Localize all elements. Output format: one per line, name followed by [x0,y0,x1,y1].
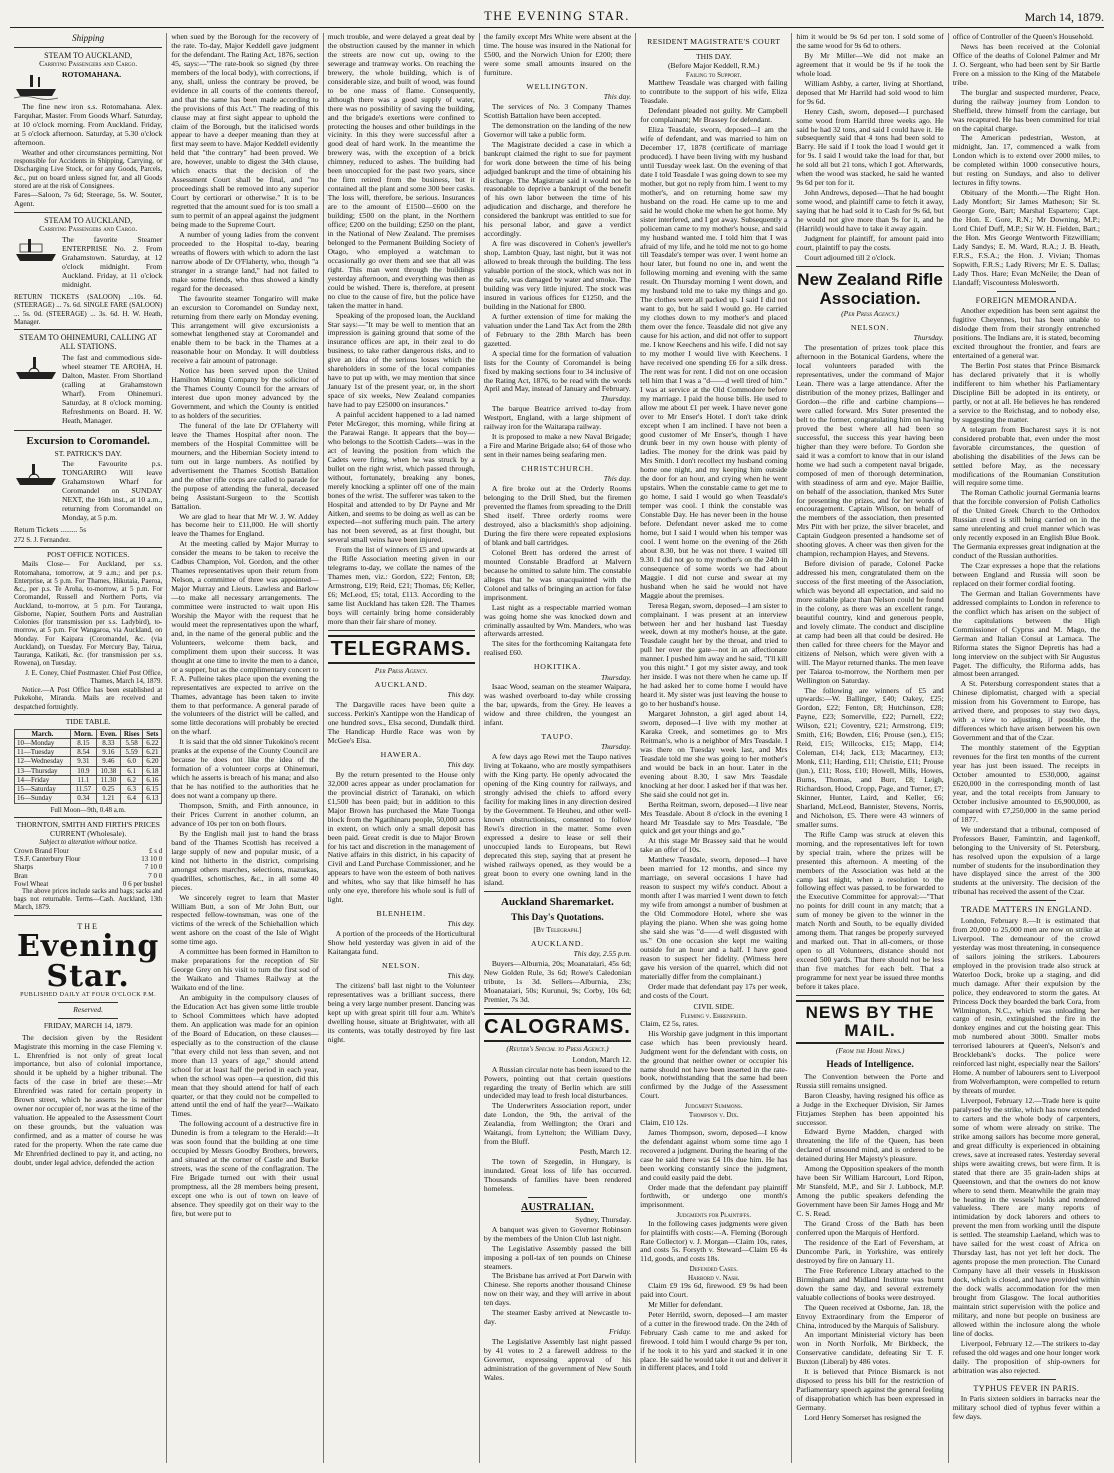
civil-case-title: Judgments for Plaintiffs. [676,1211,751,1220]
newspaper-running-title: THE EVENING STAR. [484,9,630,24]
article-paragraph: The town of Szegedin, in Hungary, is inundated. Great loss of life has occurred. Thousands of families have been rendered homeless. [483,1157,632,1193]
divider [484,891,631,892]
article-paragraph: A fire broke out at the Orderly Rooms belonging to the Drill Shed, but the firemen prevented the flames from spreading to the Drill Shed itself. Three orderly rooms were destroyed, also a blacksmith's shop adjoining. During the fire there were repeated explosions of blank and ball cartridges. [483,484,632,547]
divider [484,1008,631,1009]
court-paragraph: In the following cases judgments were given for plaintiffs with costs:—A. Fleming (Borough Rate Collector) v. J. Morgan—Claim 10s, rates, and costs 5s. Forsyth v. Steward—Claim £6 4s 11d, goods, and costs 18s. [640,1218,788,1264]
article-paragraph: We are glad to hear that Mr W. J. W. Addey has become heir to £11,000. He will shortly leave the Thames for England. [171,511,319,539]
article-paragraph: It is said that the old sinner Tukokino's recent pranks at the expense of the County Council are because he does not like the idea of the formation of a volunteer corps at Ohinemuri, which he asserts is breach of his mana; and also that he has notified to the authorities that he does not want a company up there. [171,737,319,801]
article-paragraph: The German and Italian Governments have addressed complaints to London in reference to the conflict which has arisen on the subject of the capitulations between the High Commissioner of Cyprus and M. Mago, the German and Italian Consul at Larnaca. The Riforma states the Signor Depretis has had a long interview on the subject with Sir Augustus Paget. The difficulty, the Riforma adds, has almost been arranged. [952,588,1100,679]
ad-auckland-sub: Carrying Passengers and Cargo. [39,59,138,69]
court-paragraph: John Andrews, deposed—That he had bought some wood, and plaintiff came to fetch it away, saying that he had sold it to Cash for 9s 6d, but he would not give more than 9s for it, and he (Harrild) would have to take it away again. [796,188,944,234]
dateline-wellington: WELLINGTON. [526,81,589,91]
court-heading: RESIDENT MAGISTRATE'S COURT [647,37,781,46]
price-value: £ s d [149,846,163,855]
tide-row [15,757,162,766]
post-office-heading: POST OFFICE NOTICES. [46,550,130,560]
article-paragraph: The Legislative Assembly passed the bill imposing a poll-tax of ten pounds on Chinese steamers. [483,1243,632,1271]
divider [58,1018,117,1019]
price-item: Fowl Wheat [14,879,49,888]
dateline-day: This day. [603,474,632,484]
dateline-hokitika: HOKITIKA. [533,662,582,672]
price-row [14,863,162,871]
dateline-day: This day, 2.55 p.m. [573,948,632,958]
dateline-hawera: HAWERA. [380,749,422,759]
article-paragraph: The Legislative Assembly last night passed by 41 votes to 2 a farewell address to the Governor, expressing approval of his administration of the government of New South Wales. [483,1337,632,1382]
sharemarket-text: Buyers—Alburnia, 20s; Moanataiari, 45s 6d; New Golden Rule, 3s 6d; Rowe's Caledonian tribute, 1s 3d. Sellers—Alburnia, 23s; Moanataiari, 50s; Kurunui, 9s; Corby, 10s 6d; Premier, 7s 3d. [483,958,632,1004]
article-paragraph: The burglar and suspected murderer, Peace, during the railway journey from London to Sheffield, threw himself from the carriage, but was recaptured. He has been committed for trial on the capital charge. [952,87,1100,133]
dateline-day: Thursday. [913,333,944,343]
tide-cell: 6.13 [143,794,162,803]
dateline-london: London, March 12. [572,1054,632,1064]
article-paragraph: Liverpool, February 12.—The strikers to-day refused the old wages and one hour longer work daily. The proposition of ship-owners for arbitration was also rejected. [952,1338,1100,1375]
divider [14,329,162,330]
divider [14,47,162,48]
ad-enterprise-heading: STEAM TO AUCKLAND, [44,215,133,225]
tide-cell: 16—Sunday [15,794,71,803]
column-4 [479,33,635,1463]
price-item: Sharps [14,863,34,872]
article-paragraph: A fire was discovered in Cohen's jeweller's shop, Lambton Quay, last night, but it was not allowed to break through the building. The less valuable portion of the stock, which was not in the safe, was damaged by water and smoke. The building was very little injured. The stock was insured in various offices for £1250, and the building in the National for £800. [483,239,632,311]
court-paragraph: Matthew Teasdale, sworn, deposed—I have been married for 12 months, and since my marriage, on several occasions I have had reason to suspect my wife's conduct. About a month after I was married I went down to fetch my wife from amongst a number of bushmen at the Old Commodore Hotel, where she was playing the piano. When she was going home she said she was "d——d well disgusted with us." On one occasion she kept me waiting outside for an hour and a half. I have good reason to suspect her fidelity. (Witness here gave his version of the quarrel, which did not materially differ from the complainant.) [640,855,788,981]
tide-cell: 14—Friday [15,775,71,784]
editorial-text: The decision given by the Resident Magistrate this morning in the case Fleming v. L. Ehrenfried is not only of great local importance, but also of colonial importance, should it be upheld by a higher tribunal. The facts of the case in brief are these:—Mr Ehrenfried was rated for certain property in Brown street, which he asserts he is neither owner nor occupier of, nor was at the time of the valuation. He appealed to the Assessment Court on these grounds, but the valuation was confirmed, and as a matter of course he was rated for the property. When the rate came due Mr Ehrenfried declined to pay it, and acting, no doubt, under legal advice, defended the action [14,1032,163,1167]
typhus-heading: TYPHUS FEVER IN PARIS. [973,1383,1080,1393]
tide-col-header: Even. [96,729,120,738]
tide-cell: 1.21 [96,794,120,803]
article-paragraph: A number of young ladies from the convent proceeded to the Hospital to-day, bearing wreaths of flowers with which to adorn the last narrow abode of Dr O'Flaherty, who, though "a stranger in a strange land," had not failed to make some friends, who thus showed a kindly regard for the deceased. [171,229,319,293]
post-office-notice: Notice.—A Post Office has been established at Pukekohe, Miranda. Mails are received and despatched fortnightly. [14,686,163,711]
nameplate-publication-note: PUBLISHED DAILY AT FOUR O'CLOCK P.M. [20,991,157,998]
tide-cell: 10—Monday [15,738,71,747]
article-paragraph: News has been received at the Colonial Office of the deaths of Colonel Palmer and Mr J. O. Sergeant, who had been sent by Sir Bartle Frere on a mission to the King of the Matabele tribe. [952,41,1100,87]
column-2 [166,33,322,1463]
article-paragraph: A Russian circular note has been issued to the Powers, pointing out that certain questions regarding the treaty of Berlin which are still undecided may lead to fresh local disturbances. [483,1064,632,1101]
ad-enterprise-body: The favorite Steamer ENTERPRISE No. 2. From Grahamstown. Saturday, at 12 o'clock midnight. From Auckland. Friday, at 11 o'clock midnight. [62,235,163,290]
court-paragraph: Henry Cash, sworn, deposed—I purchased some wood from Harrild three weeks ago. He said he had 32 tons, and said I could have it. He subsequently said that 4 tons had been sold to Barry. He said if I took the load I would get it for 9s. I said I would take the load for that, but he sold all but 21 tons, which I got. Afterwards, when the wood was stacked, he said he wanted 9s 6d per ton for it. [796,106,944,188]
article-paragraph: much trouble, and were delayed a great deal by the obstruction caused by the manner in which the streets are now cut up, owing to the sewerage and tramway works. On reaching the brewery, the whole building, which is of considerable size, and built of wood, was found to be one mass of flame. Consequently, although there was a good supply of water, there was no possibility of saving the building, and the brigade's exertions were confined to protecting the houses and other buildings in the vicinity. In this they were successful after a good deal of hard work. In the meantime the brewery was, with the exception of a brick chimney, reduced to ashes. The building had been unoccupied for the past two years, since the firm retired from the business, but it contained all the plant and some 300 beer casks. The loss will, therefore, be serious. Insurances are to the amount of £1500—£600 on the building; £500 on the plant, in the Northern office; £200 on the building; £250 on the plant, in the National of New Zealand. The premises belonged to the Permanent Building Society of Otago, who employed a watchman to occasionally go over them and see that all was right. This man went through the buildings yesterday afternoon, and everything was then as could be wished. There is, therefore, at present no clue to the cause of fire, but the police have taken the matter in hand. [327,33,475,310]
tide-col-header: March. [15,729,71,738]
tide-cell: 8.33 [96,738,120,747]
tide-cell: 9.31 [70,757,96,766]
tide-cell: 6.0 [120,757,142,766]
article-paragraph: The Czar expresses a hope that the relations between England and Russia will soon be replaced on their former cordial footing. [952,561,1100,588]
dateline-day: Thursday. [600,672,632,682]
prices-heading: THORNTON, SMITH AND FIRTH'S PRICES CURRENT (Wholesale). [16,819,160,838]
court-paragraph: At this stage Mr Brassey said that he would take an offer of 10s. [640,836,788,855]
article-paragraph: The demonstration on the landing of the new Governor will take a public form. [483,120,632,139]
nameplate-the: THE [77,922,99,932]
divider [997,1379,1056,1380]
divider [796,995,943,996]
ad-auckland-fares: Fares—Saloon, 7s 6d; Steerage, 5s. W. Souter, Agent. [14,190,163,208]
tide-cell: 10.38 [96,766,120,775]
price-value: 7 10 0 [144,863,163,872]
article-paragraph: The Rifle Camp was struck at eleven this morning, and the representatives left for town by special train, where the prizes will be presented this afternoon. A meeting of the members of the Association was held at the camp last night, when a resolution to the following effect was passed, to be forwarded to the Executive Committee for approval:—"That no points for drill count in any match; that a sum of money be given to the winner in the match North and South, to be equally divided among them. That ranges be properly surveyed and marked out. That in all-comers, or those open to all Volunteers, distance should not exceed 500 yards. That there should not be less than five matches for each belt. That a programme for next year be issued three months before it takes place. [796,829,944,991]
dateline-day: This day. [447,971,475,981]
article-paragraph: We sincerely regret to learn that Master William Butt, a son of Mr John Butt, our respected fellow-townsman, was one of the victims of the wreck of the Schiehallion which went ashore on the coast of the Isle of Wight some time ago. [171,892,319,947]
column-3 [323,33,479,1463]
divider [58,1002,117,1003]
divider [14,714,162,715]
article-paragraph: A painful accident happened to a lad named Peter McGregor, this morning, while firing at the Parawai Range. It appears that the boy—who belongs to the Scottish Cadets—was in the act of leaving the position from which the Cadets were firing, when he was struck by a bullet on the right wrist, which passed through, without, fortunately, breaking any bones, merely knocking a splinter off one of the main bones of the wrist. The sufferer was taken to the Hospital and attended to by Dr Payne and Mr Aitken, and seems to be doing as well as can be expected—not suffering much pain. The artery has not been severed, as at first thought, but several small veins have been injured. [327,410,475,545]
court-paragraph: Margaret Johnston, a girl aged about 14, sworn, deposed—I live with my mother at Karaka Creek, and sometimes go to Mrs Reitman's, who is a neighbor of Mrs Teasdale. I was there on Tuesday week last, and Mrs Teasdale told me she was going to her mother's and would be back in an hour. Later in the evening about 8.30, I saw Mrs Teasdale knocking at her door. I asked her if that was her. She said she could not get in. [640,709,788,799]
tide-row [15,775,162,784]
dateline-sydney: Sydney, Thursday. [575,1214,632,1224]
tide-cell: 13—Thursday [15,766,71,775]
article-paragraph: The barque Beatrice arrived to-day from Westport, England, with a large shipment of railway iron for the Waitarapa railway. [483,404,632,432]
divider [528,1197,587,1198]
article-paragraph: Obituary of the Month.—The Right Hon. Lady Montfort; Sir James Matheson; Sir St. George Gore, Bart; Marshal Espartero; Capt. the Hon. E. Gore, R.N.; Mr Downing, M.P.; Lord Chief Duff, M.P.; Sir W. H. Fielden, Bart.; the Hon. Mrs George Wentworth Fitzwilliam; Lady Sandys; E. M. Ward, R.A.; J. B. Heath, F.R.S., F.S.A.; the Hon. J. Vivian; Thomas Sopwith, F.R.S.; Lady Rivers; Mr E. S. Dallas; Lady Thos. Hare; Evan McNeile; the Dean of Llandaff; Viscountess Molesworth. [952,188,1100,287]
article-paragraph: A portion of the proceeds of the Horticultural Show held yesterday was given in aid of the Kaitangata fund. [327,929,475,957]
mail-news-subheading: Heads of Intelligence. [826,1059,914,1070]
tide-row [15,794,162,803]
divider [796,266,943,267]
tide-cell: 9.16 [96,748,120,757]
column-5 [635,33,791,1463]
article-paragraph: Before division of parade, Colonel Packe addressed his men, congratulated them on the success of the first meeting of the Association, which was beyond all expectation, and said no more suitable place than Nelson could be found in the colony, as there was an excellent range, beautiful country, kind and generous people, and lovely climate. The conduct and discipline at camp had been all that could be desired. He then called for three cheers for the Mayor and citizens of Nelson, which were given with a will. The Mayor returned thanks. The men leave per Taiaroa to-morrow, the Northern men per Wellington on Saturday. [796,559,944,685]
article-paragraph: From the list of winners of £5 and upwards at the Rifle Association meeting given in our telegrams to-day, we collate the names of the Thames men, viz.: Gordon, £22; Fenton, £8; Armstrong, £19; Reid, £21; Thomas, £6; Keller, £6; McLeod, £5; total, £113. According to the same list Auckland has taken £28. The Thames boys will certainly bring home considerably more than their fair share of money. [327,545,475,626]
tide-col-header: Sets [143,729,162,738]
court-paragraph: Peter Herrild, sworn, deposed—I am master of a cutter in the firewood trade. On the 24th of February Cash came to me and asked for firewood. I told him I would charge 9s per ton, if he took it to his yard and stacked it in one place. He said he would take it out and deliver it in different places, and I told [640,1309,788,1373]
sharemarket-by: [By Telegraph.] [533,924,582,934]
dateline-day: Friday. [608,1327,632,1337]
mail-news-sub: (From the Home News.) [835,1045,905,1055]
dateline-nelson: NELSON. [382,961,421,971]
tide-note: Full Moon—9th, 0.48 a.m. [50,805,126,814]
tide-cell: 15—Saturday [15,785,71,794]
tide-cell: 6.21 [143,748,162,757]
ad-tongariro [14,460,162,524]
court-paragraph: His Worship gave judgment in this important case which has been previously heard. Judgment went for the defendant with costs, on the ground that neither owner or occupier his name should not have been inserted in the rate-book, notwithstanding that the same had been confirmed by the Judge of the Assessment Court. [640,1028,788,1101]
ad-auckland-body: The fine new iron s.s. Rotomahana. Alex. Farquhar, Master. From Goods Wharf. Saturday, at 10 o'clock morning. From Auckland. Friday, at 5 o'clock afternoon. Saturday, at 5.30 o'clock afternoon. [14,102,163,147]
article-paragraph: Thompson, Smith, and Firth announce, in their Prices Current in another column, an advance of 10s per ton on both flours. [171,801,319,828]
divider [14,212,162,213]
tide-table-heading: TIDE TABLE. [65,716,111,726]
article-paragraph: London, February 8.—It is estimated that from 20,000 to 25,000 men are now on strike at Liverpool. The demeanour of the crowd yesterday was most threatening, in consequence of sailors joining the strikers. Labourers employed in the provision trade also struck at Waterloo Dock, broke up a staging, and did much damage. After their expulsion by the police, they endeavored to storm the gates. At Princess Dock they boarded the bark Cora, from Wilmington, N.C., which was unloading her cargo of resin, extinguished the fire in the donkey engines and cut the hoisting gear. This mob numbered about 3000. Smaller mobs terrorised labourers at Queen's, Nelson's and Brocklebank's docks. The police were reinforced last night, especially near the Sailors' Home. A number of labourers sent to Liverpool from Wolverhampton, were compelled to return by threats of murder. [952,915,1100,1096]
price-value: 13 10 0 [141,855,163,864]
court-paragraph: Claim, £10 12s. [640,1117,689,1127]
court-paragraph: Teresa Regan, sworn, deposed—I am sister to complainant. I was present at an interview between her and her husband last Tuesday week, down at my mother's house, at the gate. Teasdale caught her by the throat, and tried to pull her over the gate—not in an affectionate manner. I pushed him away and he said, "I'll kill you this night." I got my sister away, and took her inside. I was not there when he came up. If he had asked her to come home I would have heard it. My sister was just leaving the house to go to her husband's house. [640,600,788,709]
ad-te-aroha-body: The fast and commodious side-wheel steamer TE AROHA, H. Dalton, Master. From Shortland (calling at Grahamstown Wharf). From Ohinemuri. Saturday, at 8 o'clock morning. Refreshments on Board. H. W. Heath, Manager. [62,352,163,425]
divider [328,630,475,631]
article-paragraph: The Free Reference Library attached to the Birmingham and Midland Institute was burnt down the same day, and several extremely valuable collections of books were destroyed. [796,1265,944,1302]
tide-cell: 6.1 [120,766,142,775]
article-paragraph: The Queen received at Osborne, Jan. 18, the Envoy Extraordinary from the Emperor of China, introduced by the Marquis of Salisbury. [796,1302,944,1330]
article-paragraph: Baron Cleasby, having resigned his office as a Judge in the Exchequer Division, Sir James Fitzjames Stephen has been appointed his successor. [796,1090,944,1127]
article-paragraph: office of Controller of the Queen's Household. [952,33,1094,41]
excursion-body: The Favourite p.s. TONGARIRO Will leave Grahamstown Wharf for Coromandel on SUNDAY NEXT, the 16th inst., at 10 a.m., returning from Coromandel on Monday, at 5 p.m. [62,459,163,523]
price-row [14,847,162,855]
dateline-day: Thursday. [600,394,632,404]
article-paragraph: The favourite steamer Tongariro will make an excursion to Coromandel on Sunday next, returning from there early on Monday evening. This arrangement will give excursionists a somewhat lengthened stay at Coromandel and enable them to be back in the Thames at a reasonable hour on Monday. It will doubtless receive a fair amount of patronage. [171,293,319,366]
article-paragraph: Isaac Wood, seaman on the steamer Waipara, was washed overboard to-day while crossing the bar, upwards, from the Grey. He leaves a widow and three children, the youngest an infant. [483,682,632,728]
excursion-sub: ST. PATRICK'S DAY. [54,448,122,458]
tide-cell: 5.59 [120,748,142,757]
article-paragraph: Another expedition has been sent against the fugitive Cheyennes, but has been unable to dislodge them from their strongly entrenched positions. The Indians are, it is stated, becoming excited throughout the frontier, and fears are entertained of a general war. [952,306,1100,361]
article-paragraph: when sued by the Borough for the recovery of the rate. To-day, Major Keddell gave judgment for the defendant. The Rating Act, 1876, section 45, says:—"The rate-book so signed (by three members of the local body), with corrections, if any, shall, unless the contrary be proved, be evidence in all courts of the contents thereof, and that the same has been made according to the provisions of this Act." The reading of this clause may at first sight appear to uphold the claim of the Borough, but the italicised words appear to have a deeper meaning than they at first may seem to have. Major Keddell evidently held that "the contrary" had been proved. We are, however, unable to digest the 34th clause, which enacts that the decision of the Assessment Court shall be final, and "no proceedings shall be removed into any superior Court by certiorari or otherwise." It is to be regretted that the amount sued for is too small a sum to permit of an appeal against the judgment being made to the Supreme Court. [171,33,319,230]
tide-cell: 12—Wednesday [15,757,71,766]
article-paragraph: Speaking of the proposed loan, the Auckland Star says:—"It may be well to mention that an impression is gaining ground that some of the insurance offices are apt, in their zeal to do business, to take rather dangerous risks, and to give an idea of the serious losses which the shareholders in some of the local companies have to put up with, we may mention that since January 1st of the present year, or, in the short space of six weeks, New Zealand companies have had to pay £25000 on insurances." [327,310,475,410]
editorial-date: FRIDAY, MARCH 14, 1879. [43,1020,133,1030]
price-row [14,872,162,880]
article-paragraph: Liverpool, February 12.—Trade here is quite paralysed by the strike, which has now extended to carters and the whole body of carpenters, some of whom were already on strike. The strike among sailors has become more general, and great difficulty is experienced in obtaining crews, save at increased rates. Yesterday several ships were awaiting crews, but were firm. It is stated that there are 35 grain-laden ships at Queenstown, and that the owners do not know where to send them. Meanwhile the grain may be heating in the vessels' holds and rendered valueless. There are many reports of intimidation by dock laborers and others to prevent the men from working until the dispute is settled. The steamship Laeland, which was to have sailed for the west coast of Africa on Thursday last, has not yet left her dock. The agents propose the men protection. The Cunard Company have all their vessels in Huskisson dock, which is closed, and have provided within the dock walls accommodation for the men brought from Glasgow. The local authorities maintain strict supervision with the police and military, and none but people on business are allowed within the inclosure along the whole line of docks. [952,1096,1100,1338]
court-case-title: Failing to Support. [685,71,742,80]
divider [997,291,1056,292]
article-paragraph: The Convention between the Porte and Russia still remains unsigned. [796,1071,944,1090]
civil-case-title: Fleming v. Ehrenfried. [680,1011,747,1020]
tide-cell: 6.2 [120,775,142,784]
divider [14,915,162,916]
nameplate-reserved: Reserved. [73,1004,103,1014]
dateline-day: This day. [447,690,475,700]
ad-enterprise-sub: Carrying Passengers and Cargo. [39,224,138,234]
article-paragraph: A special time for the formation of valuation lists for the County of Coromandel is being fixed by making sections four to 34 inclusive of the Rating Act, 1876, to be read with the words April and May, instead of January and February. [483,348,632,394]
article-paragraph: By the return presented to the House only 32,000 acres appear as under proclamation for the provincial district of Taranaki, on which £1,500 has been paid; but in addition to this Major Brown has purchased the Mate Tuonga block from the Ngatihinaru people, 50,000 acres in extent, on which only a small deposit has been paid. Great credit is due to Major Brown for his tact and discretion in the management of Native affairs in this district, in his capacity of Civil and Land Purchase Commissioner, and he appears to have won the esteem of both natives and whites, who say that like himself he has only one eye, therefore his whole soul is full of light. [327,769,475,905]
tide-cell: 10.9 [70,766,96,775]
article-paragraph: The following are winners of £5 and upwards:—W. Ballinger, £40; Oakey, £25; Gordon, £22; Fenton, £8; Hutchinson, £28; Payne, £23; Somerville, £22; Purnell, £22; Wilson, £21; Coventry, £21; Armstrong, £19; Smith, £16; Bowden, £16; Prouse (sen.), £15; Reid, £15; Willcocks, £15; Mapp, £14; Coleman, £14; Jack, £13; Macartney, £13; Monk, £11; Harding, £11; Christie, £11; Prouse (jun.), £11; Ross, £10; Howell, Mills, Howes, Burns, Thomas, and Burr, £8; Leigh, Richardson, Hood, Cropp, Page, and Turner, £7; Skinner, Hunter, Laird, and Keller, £6; Sharland, McLeod, Bannister, Stevens, Norris, and Nicholson, £5. There were 43 winners of smaller sums. [796,685,944,829]
tide-cell: 6.3 [120,785,142,794]
paddle-steamer-icon [14,354,58,384]
court-paragraph: Defendant pleaded not guilty. Mr Campbell for complainant; Mr Brassey for defendant. [640,106,788,125]
article-paragraph: The monthly statement of the Egyptian revenues for the first ten months of the current year has just been issued. The receipts in October amounted to £530,000, against £620,000 in the corresponding month of last year, and the total receipts from January to October inclusive amounted to £6,900,000, as compared with £7,250,000 in the same period of 1877. [952,743,1100,824]
rifle-association-heading: New Zealand Rifle Association. [797,269,943,308]
court-before: (Before Major Keddell, R.M.) [668,61,760,71]
nameplate-title: Evening Star. [16,928,160,994]
price-value: 0 6 per bushel [122,879,163,888]
article-paragraph: A telegram from Bucharest says it is not considered probable that, even under the most favorable circumstances, the question of abolishing the disabilities of the Jews can be settled before May, as the necessary modifications of the Roumanian Constitution will require some time. [952,424,1100,488]
article-paragraph: The Grand Cross of the Bath has been conferred upon the Marquis of Hertford. [796,1219,944,1237]
steamship-icon [14,71,58,101]
tide-cell: 6.20 [143,757,162,766]
article-paragraph: A committee has been formed in Hamilton to make preparations for the reception of Sir George Grey on his visit to turn the first sod of the Waikato and Thames Railway at the Waikato end of the line. [171,947,319,993]
article-paragraph: An ambiguity in the compulsory clauses of the Education Act has given some little trouble to School Committees which have adopted them. An application was made for an opinion of the Board of Education, on these clauses—especially as to the construction of the clause "that every child not less than seven, and not more than 13 years of age," should attend school for at least half the period in each year, when the school was open—a question, did this mean that they should attend for half of each quarter, or that they could not be compelled to attend until the end of half the year?—Waikato Times. [171,993,319,1119]
divider [997,900,1056,901]
tide-cell: 0.34 [70,794,96,803]
court-paragraph: By Mr Miller—We did not make an agreement that it would be 9s if he took the whole load. [796,50,944,78]
article-paragraph: It is believed that Prince Bismarck is not disposed to press his bill for the restriction of Parliamentary speech against the general feeling of disapprobation which has been expressed in Germany. [796,1367,944,1413]
rifle-sub: (Per Press Agency.) [841,309,899,319]
divider [14,430,162,431]
article-paragraph: Edward Byrne Madden, charged with threatening the life of the Queen, has been declared of unsound mind, and is ordered to be detained during Her Majesty's pleasure. [796,1127,944,1164]
divider [14,817,162,818]
shipping-heading: Shipping [72,33,105,43]
tide-cell: 6.22 [143,738,162,747]
foreign-memoranda-heading: FOREIGN MEMORANDA. [975,295,1078,305]
tide-cell: 6.18 [143,766,162,775]
court-paragraph: Claim, £2 5s, rates. [640,1018,699,1028]
article-paragraph: Last night as a respectable married woman was going home she was knocked down and criminally assaulted by Wm. Manders, who was afterwards arrested. [483,602,632,639]
price-row [14,880,162,888]
article-paragraph: The following account of a destructive fire in Dunedin is from a telegram to the Herald:—It was soon found that the building at one time occupied by Messrs Goodby Brothers, brewers, and situated at the corner of Castle and Burke streets, was the scene of the conflagration. The Fire Brigade turned out with their usual promptness, all the 28 members being present, except one who is out of town on leave of absence. They speedily got on their way to the fire, but were put to [171,1119,319,1218]
article-paragraph: The sites for the forthcoming Kaitangata fete realised £60. [483,639,632,658]
court-paragraph: him it would be 9s 6d per ton. I sold some of the same wood for 9s 6d to others. [796,33,944,50]
telegrams-heading: TELEGRAMS. [328,635,475,664]
article-paragraph: Notice has been served upon the United Hamilton Mining Company by the solicitor of the Thames County Council for the arrears of interest due upon money advanced by the Government, and which the County is entitled to as holders of the securities. [171,366,319,421]
prices-note: The above prices include sacks and bags; sacks and bags not returnable. Terms—Cash. Auckland, 13th March, 1879. [14,888,163,912]
article-paragraph: The funeral of the late Dr O'Flaherty will leave the Thames Hospital after noon. The members of the Hospital Committee will be mourners, and the Hibernian Society intend to turn out in large numbers. As notified by advertisement the Thames Scottish Battalion and the other rifle corps are called to parade for the purpose of attending the funeral, deceased being Assistant-Surgeon to the Scottish Battalion. [171,420,319,511]
article-paragraph: An important Ministerial victory has been won in North Norfolk, Mr Birkbeck, the Conservative candidate, defeating Sir T. F. Buxton (Liberal) by 486 votes. [796,1330,944,1367]
sharemarket-heading: Auckland Sharemarket. [501,895,614,908]
ad-enterprise-fares: RETURN TICKETS (SALOON) ...10s. 6d. (STEERAGE) ... 7s. 6d. SINGLE FARE (SALOON) ... 5s. 0d. (STEERAGE) ... 3s. 6d. H. W. Heath, Manager. [14,293,163,326]
court-paragraph: Claim £9 19s 6d, firewood. £9 9s had been paid into Court. [640,1280,788,1299]
court-paragraph: Judgment for plaintiff, for amount paid into court, plaintiff to pay the costs. [796,233,944,252]
price-item: Bran [14,871,28,880]
paddle-steamer-icon [14,460,58,490]
article-paragraph: A further extension of time for making the valuation under the Land Tax Act from the 28th of February to the 28th March has been gazetted. [483,311,632,348]
dateline-pesth: Pesth, March 12. [579,1147,632,1157]
tide-row [15,785,162,794]
article-paragraph: The residence of the Earl of Feversham, at Duncombe Park, in Yorkshire, was entirely destroyed by fire on January 11. [796,1237,944,1265]
civil-case-title: Thompson v. Dix. [688,1110,739,1119]
dateline-taupo: TAUPO. [541,732,574,742]
tide-cell: 8.54 [70,748,96,757]
tide-row [15,766,162,775]
court-paragraph: James Thompson, sworn, deposed—I know the defendant against whom some time ago I recovered a judgment. During the hearing of the case he said there was £4 10s due him. He has been working constantly since the judgment, and could easily paid the debt. [640,1127,788,1182]
article-paragraph: Lord Henry Somerset has resigned the [804,1413,922,1423]
trade-matters-heading: TRADE MATTERS IN ENGLAND. [960,905,1092,915]
excursion-heading: Excursion to Coromandel. [26,434,150,447]
sharemarket-sub: This Day's Quotations. [511,912,604,923]
article-paragraph: We understand that a tribunal, composed of Professors Bauer, Famintzin, and Iagenkoff, belonging to the University of St. Petersburg, has resolved upon the expulsion of a large number of students for the insubordination they have displayed since the arrest of the 300 students at the university. The decision of the tribunal has received the assent of the Czar. [952,824,1100,897]
article-paragraph: A few days ago Rewi met the Taupo natives living at Tokaano, who are mostly sympathisers with the King party. He openly advocated the opening of the King country for railways, and strongly advised the chiefs to afford every facility for making lines in any direction desired by the Government. Te Heuheu, and other well-known obstructionists, consented to follow Rewi's direction in the matter. Some even expressed a desire to lease or sell their unoccupied lands to Europeans, but Rewi deprecated this step, saying that at present he wished railways opened, as they would be a great boon to every one owning land in the island. [483,752,632,887]
tide-cell: 11.30 [96,775,120,784]
divider [684,49,743,50]
article-paragraph: Colonel Brett has ordered the arrest of mounted Constable Bradford at Malvern because he omitted to salute him. The constable alleges that he was unacquainted with the Colonel and talks of bringing an action for false imprisonment. [483,547,632,602]
civil-case-title: Harbord v. Nash. [687,1273,740,1282]
civil-side-heading: CIVIL SIDE. [693,1001,735,1011]
tide-table-header-row [15,729,162,738]
tide-cell: 6.4 [120,794,142,803]
dateline-day: Thursday. [600,742,632,752]
article-paragraph: At the meeting called by Major Murray to consider the means to be taken to receive the Cadbus Champion, Vol. Gordon, and the other Thames representatives upon their return from Nelson, a committee of three was appointed—Major Murray and Lieuts. Lawless and Barlow—to make all necessary arrangements. The committee were instructed to wait upon His Worship the Mayor with the request that he would meet the representatives upon the wharf, and, in the name of the general public and the Volunteers, welcome them back, and compliment them upon their success. It was thought at one time to invite the men to a dance, or a supper, but as the complimentary concert to F. A. Pulleine takes place upon the evening the representatives are expected to arrive on the Thames, advantage has been taken to invite them to that performance. A general parade of the volunteers of the district will be called, and some little decorations will probably be erected on the wharf. [171,539,319,737]
dateline-auckland: AUCKLAND. [531,938,584,948]
newspaper-columns [10,33,1104,1463]
article-paragraph: A St. Petersburg correspondent states that a Chinese diplomatist, charged with a special mission from his Government to Europe, has arrived there, and proposes to stay two days, with a view to adjusting, if possible, the differences which have arisen between his own Government and that of the Czar. [952,679,1100,743]
article-paragraph: The presentation of prizes took place this afternoon in the Botanical Gardens, where the local volunteers paraded with the representatives, under the command of Major Lean. There was a large attendance. After the distribution of the money prizes, Ballinger and Gordon—the rifle and carbine champions—were called forward. Mrs Suter presented the belt to the former, congratulating him on having proved the best where all had been so successful, the success this year having been higher than they were before. To Gordon she said it was a comfort to know that in our island home we had such a competent naval brigade, composed of men of thorough determination, with steadiness of arm and eye. Major Baillie, on behalf of the association, thanked Mrs Suter for presenting the prizes, and for her words of encouragement. Captain Wilson, on behalf of the members of the association, then presented Mrs Pitt with her prize, the silver bracelet, and Captain Gudgeon presented a handsome set of shooting gloves. A cheer was then given for the champion, rechampion Hayes, and Stevens. [796,343,944,559]
article-paragraph: The steamer Easby arrived at Newcastle to-day. [483,1308,632,1327]
article-paragraph: The Underwriters Association report, under date London, the 9th, the arrival of the Zealandia, from Wellington; the Orari and Waitangi, from Lyttelton; the William Davy, from the Bluff. [483,1101,632,1147]
prices-sub: Subject to alteration without notice. [39,838,137,846]
price-row [14,855,162,863]
article-paragraph: The Roman Catholic journal Germania learns that the forcible conversion of Polish Catholics of the United Greek Church to the Orthodox Russian creed is still being carried on in the same unrelenting and cruel manner which was only recently exposed in an English Blue Book. The Germania expresses great indignation at the conduct of the Russian authorities. [952,488,1100,561]
court-paragraph: Mr Miller for defendant. [648,1299,723,1309]
price-item: T.S.F. Canterbury Flour [14,855,81,864]
dateline-nelson: NELSON. [850,323,890,333]
dateline-christchurch: CHRISTCHURCH. [521,464,594,474]
dateline-day: This day. [603,91,632,101]
excursion-fare: Return Tickets ......... 5s [14,525,87,535]
tide-col-header: Rises [120,729,142,738]
article-paragraph: Among the Opposition speakers of the month have been Sir William Harcourt, Lord Ripon, Mr Stansfeld, M.P., and Sir J. Lubbock, M.P. Among the public speakers defending the Government have been Sir James Hogg and Mr C. S. Read. [796,1164,944,1219]
court-paragraph: Eliza Teasdale, sworn, deposed—I am the wife of defendant, and was married to him on December 17, 1878 (certificate of marriage produced). I have been living with my husband until Tuesday week last. On the evening of that date I told Teasdale I was going down to see my mother, but got no reply from him. I went to my mother's, and on returning home saw my husband on the road. He came up to me and said he would choke me when he got home. My sister interfered, and I got away. Subsequently a policeman came to my mother's house, and said my husband wanted me. I told him that I was afraid of my life, and he told me not to go home till Teasdale's temper was over. I went home an hour later, but found no one in, and went the following morning and evening with the same result. On Thursday morning I went down, and my husband told me to take my things and go. The clothes were all packed up. I said I did not want to go, but he said I would go. He carried my clothes down to my mother's and placed them over the fence. Teasdale did not give any cause for his action, and did not offer to support me. I know Keechens and his wife. I did not say to my mother I would live with Keechens. I have received one spending £6 for a silk dress. The rent was for rent. I did not on one occasion tell him that I was a "d——d well tired of him." I was at service at the Old Commodore before my marriage. I paid the house bills. He used to allow me about £1 per week. I have never gone over to Mr Enser's Hotel. I don't take drink except when I am inclined. I have not been a good customer of Mr Enser's, though I have drunk beer in my own house with plenty of ladies. The money for the drink was paid by Mrs Smith. I don't recollect my husband coming home one night, and my keeping him outside the door for an hour, and crying when he went upstairs. When the constable came to get me to go home, I said I would go when Teasdale's temper was cool. I think the constable was Constable Day. He has never been in the house before. Defendant never asked me to come home, but I said I would when his temper was cool. I went home on the evening of the 26th about 8.30, but he was not there. I waited till 9.30. I did not go to my mother's on the 24th in consequence of some words we had about Maggie. I did not curse and swear at my husband when he said he would not have Maggie about the premises. [640,125,788,600]
excursion-signature: 272 S. J. Fernandez. [14,536,71,545]
steamship-icon [14,236,58,266]
issue-date: March 14, 1879. [1024,9,1104,24]
column-1 [10,33,166,1463]
court-paragraph: Matthew Teasdale was charged with failing to contribute to the support of his wife, Eliza Teasdale. [640,78,788,106]
article-paragraph: The American pedestrian, Weston, at midnight, Jan. 17, commenced a walk from London which is to extend over 2000 miles, to be completed within 1000 consecutive hours, but resting on Sundays, and also to deliver lectures in fifty towns. [952,133,1100,188]
ad-ohinemuri-heading: STEAM TO OHINEMURI, CALLING AT ALL STATIONS. [19,333,157,352]
tide-cell: 11.57 [70,785,96,794]
ad-enterprise [14,236,162,291]
tide-cell: 11.1 [70,775,96,784]
article-paragraph: The Berlin Post states that Prince Bismarck has declared privately that it is wholly indifferent to him whether his Parliamentary Discipline Bill be adopted in its entirety, or partly, or not at all. He believes he has rendered a service to the Reichstag, and to nobody else, by suggesting the matter. [952,361,1100,424]
tide-cell: 9.46 [96,757,120,766]
tide-cell: 0.25 [96,785,120,794]
tide-cell: 8.15 [70,738,96,747]
dateline-auckland: AUCKLAND. [374,679,428,689]
ad-ship-name: ROTOMAHANA. [62,70,122,79]
court-paragraph: Court adjourned till 2 o'clock. [804,252,896,262]
article-paragraph: the family except Mrs White were absent at the time. The house was insured in the National for £500, and the Norwich Union for £200; there were some small amounts insured on the furniture. [483,33,632,77]
prices-list [14,847,162,888]
article-paragraph: The citizens' ball last night to the Volunteer representatives was a brilliant success, there being a very large number present. Dancing was kept up with great spirit till four a.m. White's dwelling house, situate at Brightwater, with all its contents, was totally destroyed by fire last night. [327,981,475,1045]
australian-heading: AUSTRALIAN. [520,1201,594,1213]
ad-auckland-heading: STEAM TO AUCKLAND, [44,50,133,60]
calograms-heading: CALOGRAMS. [484,1013,631,1042]
column-6 [791,33,947,1463]
mail-news-heading: NEWS BY THE MAIL. [796,1000,943,1044]
price-value: 7 0 0 [148,871,163,880]
tide-row [15,738,162,747]
page-masthead [10,8,1104,28]
dateline-day: This day. [447,759,475,769]
calograms-sub: (Reuter's Special to Press Agency.) [506,1043,609,1053]
article-paragraph: The Dargaville races have been quite a success. Perkin's Xantippe won the Handicap of one hundred sovs., Elsa second, Dundalk third. The Handicap Hurdle Race was won by McGee's Elsa. [327,700,475,745]
tide-col-header: Morn. [70,729,96,738]
civil-case-title: Judgment Summons. [684,1102,743,1111]
court-paragraph: Bertha Reitman, sworn, deposed—I live near Mrs Teasdale. About 8 o'clock in the evening I heard Mr Teasdale say to Mrs Teasdale, "Be quick and get your things and go." [640,799,788,836]
ad-rotomahana [14,71,162,101]
post-office-signature: J. E. Coney, Chief Postmaster. Chief Post Office, Thames, March 14, 1879. [25,668,163,685]
dateline-blenheim: BLENHEIM. [376,909,426,919]
post-office-body: Mails Close— For Auckland, per s.s. Rotomahana, tomorrow, at 9 a.m.; and per p.s. Enterprise, at 5 p.m. For Thames, Hikutaia, Paeroa, &c., per p.s. Te Aroha, to-morrow, at 5 p.m. For Coromandel, Russell and Northern Ports, via Auckland, to-morrow, at 5 p.m. For Tauranga, Gisborne, Napier, Southern Ports and Australian Colonies (for transmission per s.s. Ladybird), to-morrow, at 5 p.m. For Wangaroa, via Auckland, on Monday. For Kaipara (Coromandel, &c. (via Auckland), on Tuesday. For Mercury Bay, Tairua, Tauranga, Katikati, &c. (for transmission per s.s. Rowena), on Tuesday. [14,560,163,668]
tide-cell: 5.58 [120,738,142,747]
court-paragraph: William Ashby, a carter, living at Shortland, deposed that Mr Harrild had sold wood to him for 9s 6d. [796,78,944,106]
court-day: THIS DAY. [696,52,732,62]
article-paragraph: The Brisbane has arrived at Port Darwin with Chinese. She reports another thousand Chinese now on their way, and they will arrive in about ten days. [483,1271,632,1308]
ad-te-aroha [14,354,162,427]
ad-auckland-note: Weather and other circumstances permitting. Not responsible for Accidents in Shipping, Carrying, or Discharging Live Stock, or for any Goods, Parcels, &c., put on board unless signed for, and all Goods stored are at the risk of Consignees. [14,148,163,190]
tide-cell: 6.15 [143,785,162,794]
tide-cell: 6.16 [143,775,162,784]
article-paragraph: The Magistrate decided a case in which a bankrupt claimed the right to sue for payment for work done between the time of his being adjudged bankrupt and the time of obtaining his discharge. The Magistrate said it would not be reasonable to deprive a bankrupt of the benefit of his own labor between the time of his adjudication and discharge, and therefore he considered the bankrupt was entitled to sue for his personal labor, and gave a verdict accordingly. [483,139,632,239]
dateline-day: This day. [447,919,475,929]
tide-table [14,729,162,804]
article-paragraph: A banquet was given to Governor Robinson by the members of the Union Club last night. [483,1224,632,1243]
civil-case-title: Defended Cases. [689,1265,738,1274]
article-paragraph: By the English mail just to hand the brass band of the Thames Scottish has received a large supply of new and popular music, of a kind not hitherto in the district, comprising amongst others marches, selections, mazurkas, quadrilles, schottisches, &c., in all some 40 pieces. [171,828,319,892]
divider [14,547,162,548]
price-item: Crown Brand Flour [14,846,69,855]
court-paragraph: Order made that defendant pay 17s per week, and costs of the Court. [640,981,788,1000]
article-paragraph: In Paris sixteen soldiers in barracks near the military school died of typhus fever within a few days. [952,1394,1100,1422]
tide-cell: 11—Tuesday [15,748,71,757]
article-paragraph: It is proposed to make a new Naval Brigade; a Fire and Marine Brigade also; 64 of those who sent in their names being seafaring men. [483,432,632,460]
tide-row [15,748,162,757]
article-paragraph: The services of No. 3 Company Thames Scottish Battalion have been accepted. [483,101,632,120]
column-7 [948,33,1104,1463]
telegrams-sub: Per Press Agency. [374,665,428,675]
court-paragraph: Order made that the defendant pay plaintiff forthwith, or undergo one month's imprisonment. [640,1182,788,1210]
paper-nameplate [14,922,162,999]
